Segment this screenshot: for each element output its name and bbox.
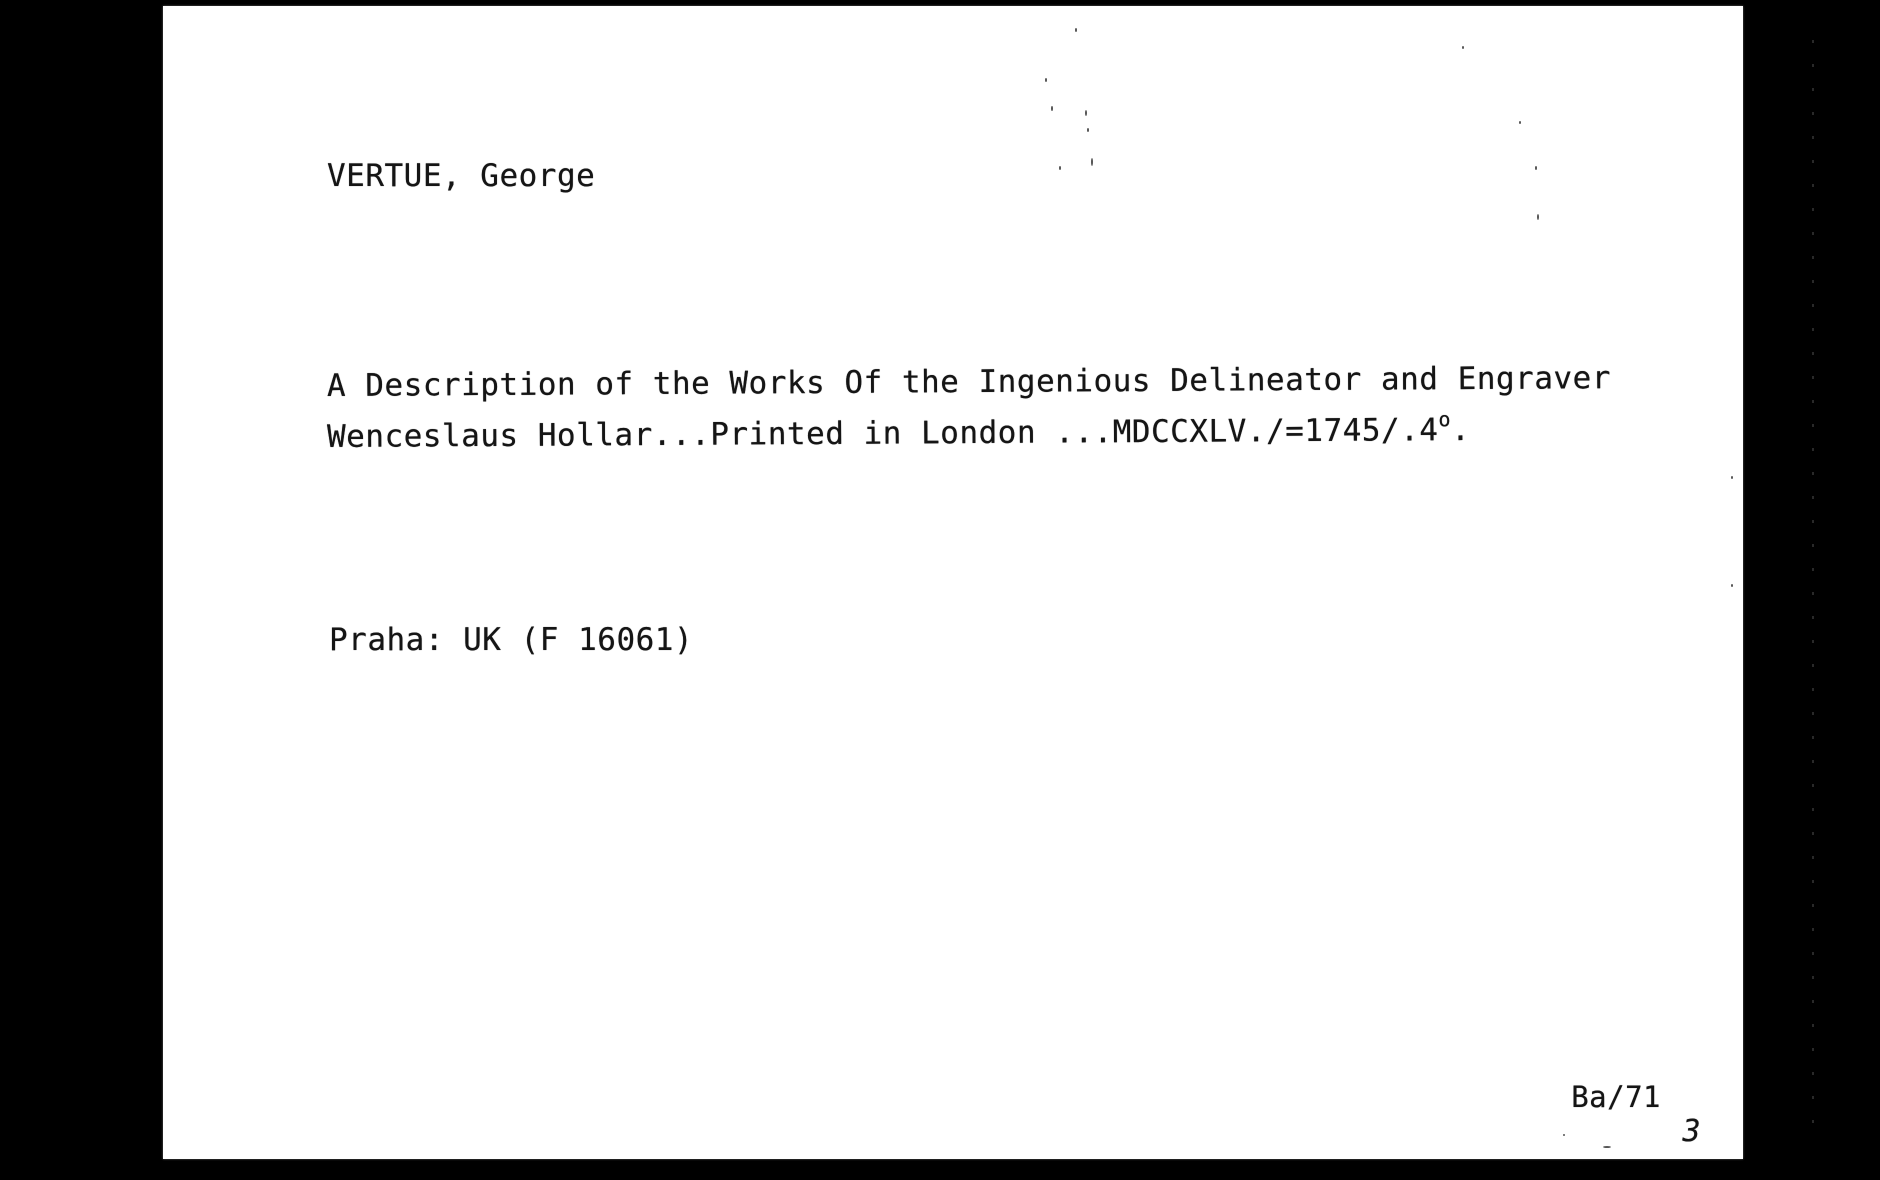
- format-degree-mark: o: [1438, 407, 1452, 432]
- scan-speck: [1537, 214, 1539, 220]
- title-line-2-end: .: [1450, 412, 1471, 449]
- scan-speck: [1535, 166, 1537, 170]
- scan-speck: [1045, 78, 1047, 82]
- holding-location: Praha: UK (F 16061): [329, 622, 694, 658]
- scan-speck: [1085, 110, 1087, 116]
- catalog-card: [163, 6, 1743, 1159]
- scan-edge-noise: [1812, 40, 1814, 1140]
- scan-speck: [1051, 106, 1053, 111]
- scan-speck: [1075, 28, 1077, 32]
- title-line-2-text: Wenceslaus Hollar...Printed in London ...MDCCXLV./=1745/.4: [326, 412, 1439, 455]
- scan-speck: [1563, 1134, 1565, 1136]
- scan-speck: [1091, 158, 1093, 166]
- scan-speck: [1059, 166, 1061, 170]
- scan-speck: [1087, 128, 1089, 132]
- title-line-1: A Description of the Works Of the Ingenious Delineator and Engraver: [326, 360, 1612, 404]
- shelfmark: Ba/71: [1571, 1080, 1661, 1114]
- scan-speck: [1462, 46, 1464, 49]
- card-number: 3: [1682, 1114, 1701, 1149]
- scan-speck: [1519, 121, 1521, 124]
- scan-speck: [1603, 1146, 1611, 1148]
- author-heading: VERTUE, George: [327, 158, 596, 194]
- scan-speck: [1731, 476, 1733, 479]
- title-line-2: [327, 407, 1470, 455]
- scan-speck: [1731, 584, 1733, 587]
